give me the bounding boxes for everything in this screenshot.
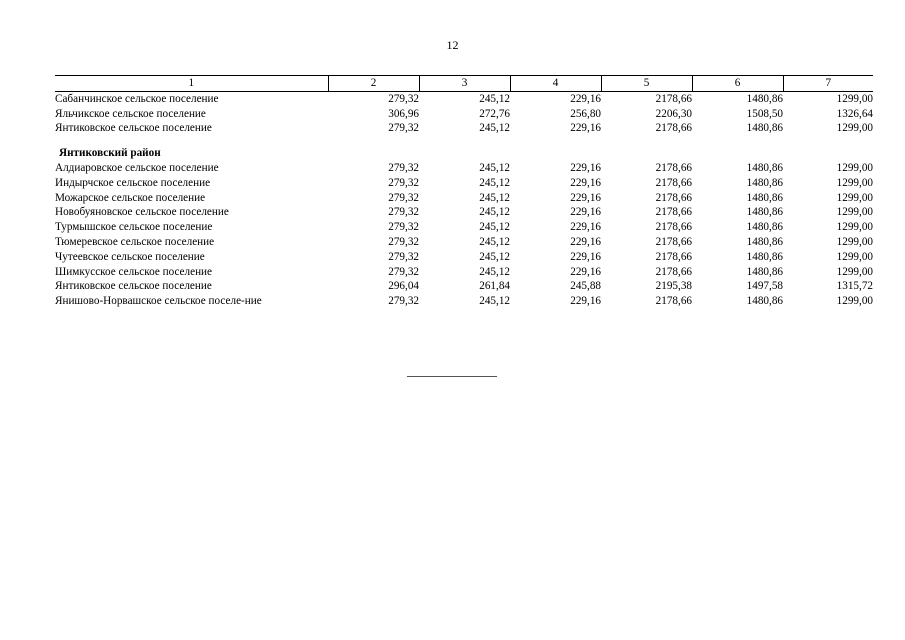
value-cell: 279,32 — [388, 235, 419, 248]
settlement-name: Новобуяновское сельское поселение — [55, 206, 229, 219]
value-cell: 279,32 — [388, 122, 419, 135]
value-cell: 245,12 — [479, 161, 510, 174]
value-cell: 245,12 — [479, 92, 510, 105]
table-row — [55, 235, 873, 250]
value-cell: 1299,00 — [836, 265, 873, 278]
settlement-name: Шимкусское сельское поселение — [55, 265, 213, 278]
value-cell: 229,16 — [570, 250, 601, 263]
value-cell: 1299,00 — [836, 206, 873, 219]
value-cell: 1480,86 — [746, 295, 783, 308]
table-row — [55, 161, 873, 176]
value-cell: 1299,00 — [836, 92, 873, 105]
value-cell: 2178,66 — [655, 92, 692, 105]
closing-rule — [407, 376, 497, 377]
column-header: 5 — [601, 76, 692, 92]
value-cell: 2178,66 — [655, 176, 692, 189]
value-cell: 2206,30 — [655, 107, 692, 120]
page-number: 12 — [446, 38, 459, 52]
value-cell: 279,32 — [388, 250, 419, 263]
tariff-table — [55, 75, 873, 309]
value-cell: 2178,66 — [655, 265, 692, 278]
value-cell: 229,16 — [570, 235, 601, 248]
value-cell: 1480,86 — [746, 92, 783, 105]
column-header: 6 — [692, 76, 783, 92]
value-cell: 229,16 — [570, 295, 601, 308]
value-cell: 1480,86 — [746, 191, 783, 204]
table-row — [55, 107, 873, 122]
value-cell: 1480,86 — [746, 206, 783, 219]
table-row — [55, 250, 873, 265]
value-cell: 229,16 — [570, 191, 601, 204]
value-cell: 245,12 — [479, 191, 510, 204]
value-cell: 245,12 — [479, 122, 510, 135]
value-cell: 279,32 — [388, 161, 419, 174]
value-cell: 245,12 — [479, 235, 510, 248]
table-body — [55, 91, 873, 309]
value-cell: 306,96 — [388, 107, 419, 120]
value-cell: 229,16 — [570, 122, 601, 135]
value-cell: 2178,66 — [655, 235, 692, 248]
value-cell: 245,12 — [479, 265, 510, 278]
value-cell: 2195,38 — [655, 280, 692, 293]
value-cell: 229,16 — [570, 176, 601, 189]
value-cell: 1299,00 — [836, 176, 873, 189]
value-cell: 1480,86 — [746, 221, 783, 234]
settlement-name: Тюмеревское сельское поселение — [55, 235, 215, 248]
value-cell: 1480,86 — [746, 176, 783, 189]
value-cell: 1480,86 — [746, 235, 783, 248]
value-cell: 245,12 — [479, 221, 510, 234]
value-cell: 2178,66 — [655, 250, 692, 263]
value-cell: 229,16 — [570, 92, 601, 105]
value-cell: 245,12 — [479, 295, 510, 308]
value-cell: 2178,66 — [655, 221, 692, 234]
value-cell: 1299,00 — [836, 221, 873, 234]
value-cell: 1480,86 — [746, 265, 783, 278]
settlement-name: Индырчское сельское поселение — [55, 176, 211, 189]
value-cell: 229,16 — [570, 221, 601, 234]
value-cell: 1508,50 — [746, 107, 783, 120]
settlement-name: Янишово-Норвашское сельское поселе-ние — [55, 295, 262, 308]
settlement-name: Турмышское сельское поселение — [55, 221, 213, 234]
value-cell: 279,32 — [388, 221, 419, 234]
value-cell: 1299,00 — [836, 122, 873, 135]
value-cell: 279,32 — [388, 295, 419, 308]
value-cell: 1299,00 — [836, 191, 873, 204]
settlement-name: Сабанчинское сельское поселение — [55, 92, 219, 105]
value-cell: 261,84 — [479, 280, 510, 293]
value-cell: 1299,00 — [836, 161, 873, 174]
column-header: 2 — [328, 76, 419, 92]
table-row — [55, 265, 873, 280]
column-header: 4 — [510, 76, 601, 92]
settlement-name: Янтиковское сельское поселение — [55, 280, 212, 293]
value-cell: 245,12 — [479, 250, 510, 263]
value-cell: 279,32 — [388, 176, 419, 189]
value-cell: 2178,66 — [655, 206, 692, 219]
settlement-name: Янтиковское сельское поселение — [55, 122, 212, 135]
value-cell: 1326,64 — [836, 107, 873, 120]
table-row — [55, 205, 873, 220]
value-cell: 2178,66 — [655, 122, 692, 135]
value-cell: 2178,66 — [655, 295, 692, 308]
value-cell: 256,80 — [570, 107, 601, 120]
value-cell: 1480,86 — [746, 122, 783, 135]
table-row — [55, 91, 873, 106]
table-row — [55, 294, 873, 309]
value-cell: 1315,72 — [836, 280, 873, 293]
table-row — [55, 220, 873, 235]
value-cell: 296,04 — [388, 280, 419, 293]
value-cell: 2178,66 — [655, 161, 692, 174]
value-cell: 229,16 — [570, 206, 601, 219]
table-row — [55, 191, 873, 206]
table-row — [55, 121, 873, 136]
value-cell: 1480,86 — [746, 250, 783, 263]
value-cell: 279,32 — [388, 92, 419, 105]
district-title: Янтиковский район — [59, 147, 161, 160]
column-header: 3 — [419, 76, 510, 92]
settlement-name: Чутеевское сельское поселение — [55, 250, 205, 263]
column-header: 7 — [783, 76, 873, 92]
value-cell: 1299,00 — [836, 295, 873, 308]
value-cell: 245,12 — [479, 206, 510, 219]
settlement-name: Алдиаровское сельское поселение — [55, 161, 219, 174]
value-cell: 279,32 — [388, 191, 419, 204]
value-cell: 1497,58 — [746, 280, 783, 293]
value-cell: 279,32 — [388, 206, 419, 219]
value-cell: 1480,86 — [746, 161, 783, 174]
settlement-name: Яльчикское сельское поселение — [55, 107, 206, 120]
value-cell: 245,88 — [570, 280, 601, 293]
value-cell: 2178,66 — [655, 191, 692, 204]
value-cell: 229,16 — [570, 161, 601, 174]
group-row — [55, 136, 873, 161]
value-cell: 272,76 — [479, 107, 510, 120]
table-header-row — [55, 76, 873, 92]
column-header: 1 — [55, 76, 328, 92]
value-cell: 279,32 — [388, 265, 419, 278]
value-cell: 245,12 — [479, 176, 510, 189]
table-row — [55, 279, 873, 294]
value-cell: 1299,00 — [836, 235, 873, 248]
value-cell: 229,16 — [570, 265, 601, 278]
value-cell: 1299,00 — [836, 250, 873, 263]
settlement-name: Можарское сельское поселение — [55, 191, 206, 204]
table-row — [55, 176, 873, 191]
